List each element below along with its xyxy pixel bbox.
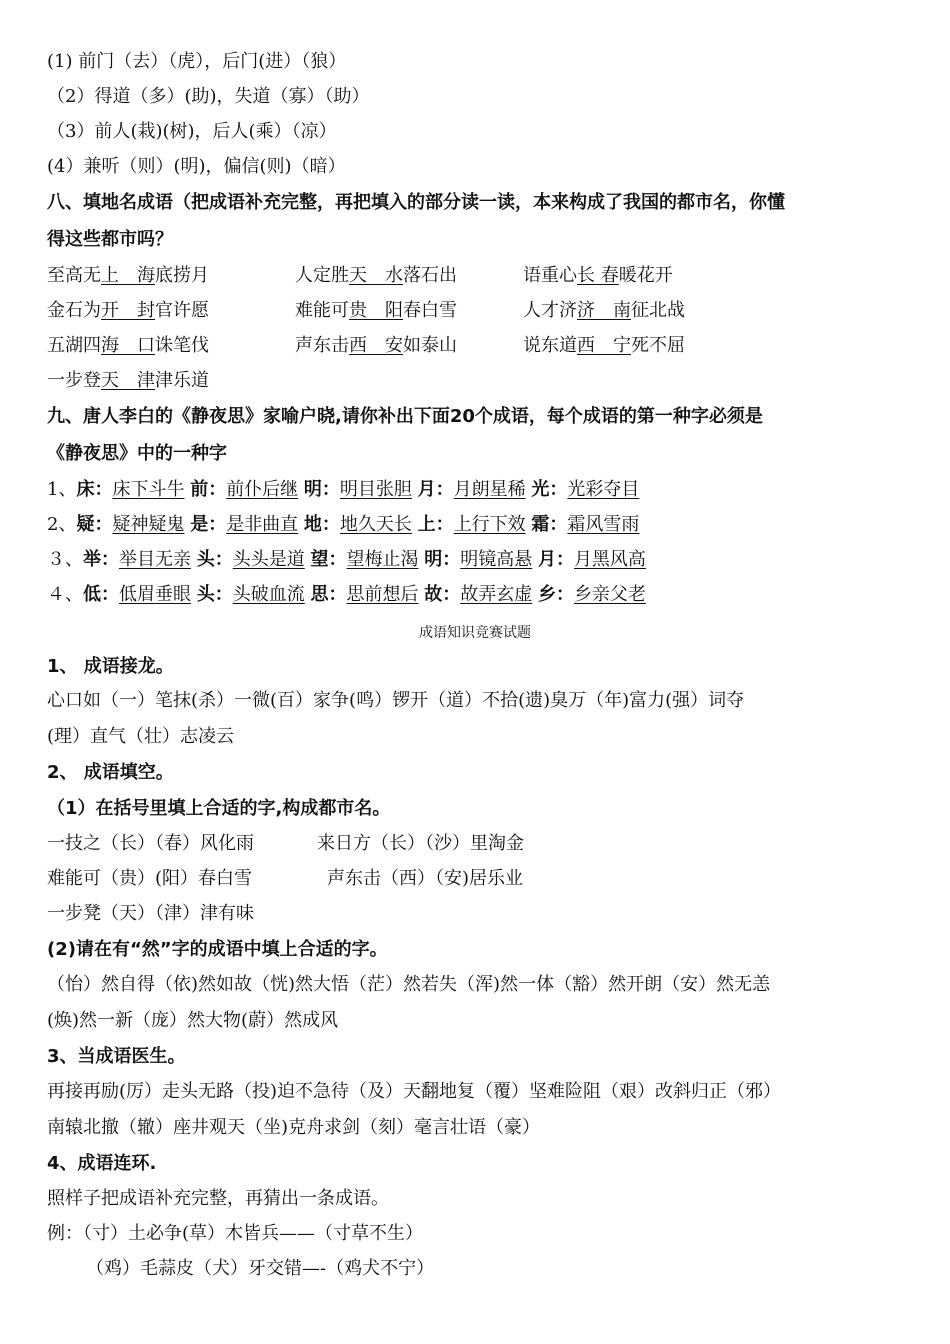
sub-question: (2)请在有“然”字的成语中填上合适的字。 bbox=[47, 939, 388, 960]
question-heading: 3、当成语医生。 bbox=[47, 1046, 186, 1067]
idiom-row bbox=[47, 334, 685, 358]
text-line: （怡）然自得（依)然如故（恍)然大悟（茫）然若失（浑)然一体（豁）然开朗（安）然无恙 bbox=[47, 974, 771, 995]
text-line: 心口如（一）笔抹(杀）一微(百）家争(鸣）锣开（道）不拾(遗)臭万（年)富力(强）词夺 bbox=[47, 690, 745, 711]
idiom-cell: 至高无上 海底捞月 bbox=[47, 265, 209, 286]
text-line: 一步凳（天）（津）津有味 bbox=[47, 903, 254, 924]
idiom-cell: 说东道西 宁死不屈 bbox=[523, 335, 685, 356]
text-line: (理）直气（壮）志凌云 bbox=[47, 726, 235, 747]
text-line: （2）得道（多）(助)，失道（寡）（助） bbox=[47, 86, 370, 107]
section-heading: 得这些都市吗？ bbox=[47, 229, 173, 250]
poem-idiom-row: 2、疑：疑神疑鬼 是：是非曲直 地：地久天长 上：上行下效 霜：霜风雪雨 bbox=[47, 514, 640, 535]
idiom-cell: 一步登天 津津乐道 bbox=[47, 370, 209, 391]
text-line: (1) 前门（去）（虎），后门(进）（狼） bbox=[47, 51, 347, 72]
sub-question: （1）在括号里填上合适的字,构成都市名。 bbox=[47, 798, 391, 819]
idiom-cell: 语重心长 春暖花开 bbox=[523, 265, 673, 286]
document-title: 成语知识竞赛试题 bbox=[419, 625, 531, 641]
section-heading: 九、唐人李白的《静夜思》家喻户晓,请你补出下面20个成语，每个成语的第一种字必须是 bbox=[47, 406, 763, 427]
idiom-cell: 人才济济 南征北战 bbox=[523, 300, 685, 321]
poem-idiom-row: ３、举：举目无亲 头：头头是道 望：望梅止渴 明：明镜高悬 月：月黑风高 bbox=[47, 549, 646, 570]
text-line: 再接再励(厉）走头无路（投)迫不急待（及）天翻地复（覆）坚难险阻（艰）改斜归正（邪） bbox=[47, 1081, 782, 1102]
section-heading: 八、填地名成语（把成语补充完整，再把填入的部分读一读，本来构成了我国的都市名，你懂 bbox=[47, 192, 785, 213]
text-line: （3）前人(栽)(树)，后人(乘）（凉） bbox=[47, 121, 337, 142]
idiom-row bbox=[47, 369, 209, 393]
text-line: 难能可（贵）(阳）春白雪 声东击（西）（安)居乐业 bbox=[47, 868, 524, 889]
text-line: 南辕北撤（辙）座井观天（坐)克舟求剑（刻）毫言壮语（豪） bbox=[47, 1117, 541, 1138]
text-line: 一技之（长）（春）风化雨 来日方（长）（沙）里淘金 bbox=[47, 833, 524, 854]
question-heading: 2、 成语填空。 bbox=[47, 762, 174, 783]
idiom-cell: 五湖四海 口诛笔伐 bbox=[47, 335, 209, 356]
text-line: 例：（寸）土必争(草）木皆兵——（寸草不生） bbox=[47, 1223, 424, 1244]
text-line: （鸡）毛蒜皮（犬）牙交错—-（鸡犬不宁） bbox=[86, 1258, 435, 1279]
idiom-cell: 声东击西 安如泰山 bbox=[295, 335, 457, 356]
text-line: 照样子把成语补充完整，再猜出一条成语。 bbox=[47, 1188, 389, 1209]
question-heading: 1、 成语接龙。 bbox=[47, 656, 174, 677]
text-line: (4）兼听（则）(明)，偏信(则)（暗） bbox=[47, 156, 346, 177]
idiom-row bbox=[47, 299, 685, 323]
idiom-row bbox=[47, 264, 673, 288]
poem-idiom-row: 1、床：床下斗牛 前：前仆后继 明：明目张胆 月：月朗星稀 光：光彩夺目 bbox=[47, 479, 640, 500]
idiom-cell: 难能可贵 阳春白雪 bbox=[295, 300, 457, 321]
idiom-cell: 人定胜天 水落石出 bbox=[295, 265, 457, 286]
text-line: (焕)然一新（庞）然大物(蔚）然成风 bbox=[47, 1010, 339, 1031]
idiom-cell: 金石为开 封官许愿 bbox=[47, 300, 209, 321]
question-heading: 4、成语连环. bbox=[47, 1153, 157, 1174]
section-heading: 《静夜思》中的一种字 bbox=[47, 443, 227, 464]
poem-idiom-row: ４、低：低眉垂眼 头：头破血流 思：思前想后 故：故弄玄虚 乡：乡亲父老 bbox=[47, 584, 646, 605]
